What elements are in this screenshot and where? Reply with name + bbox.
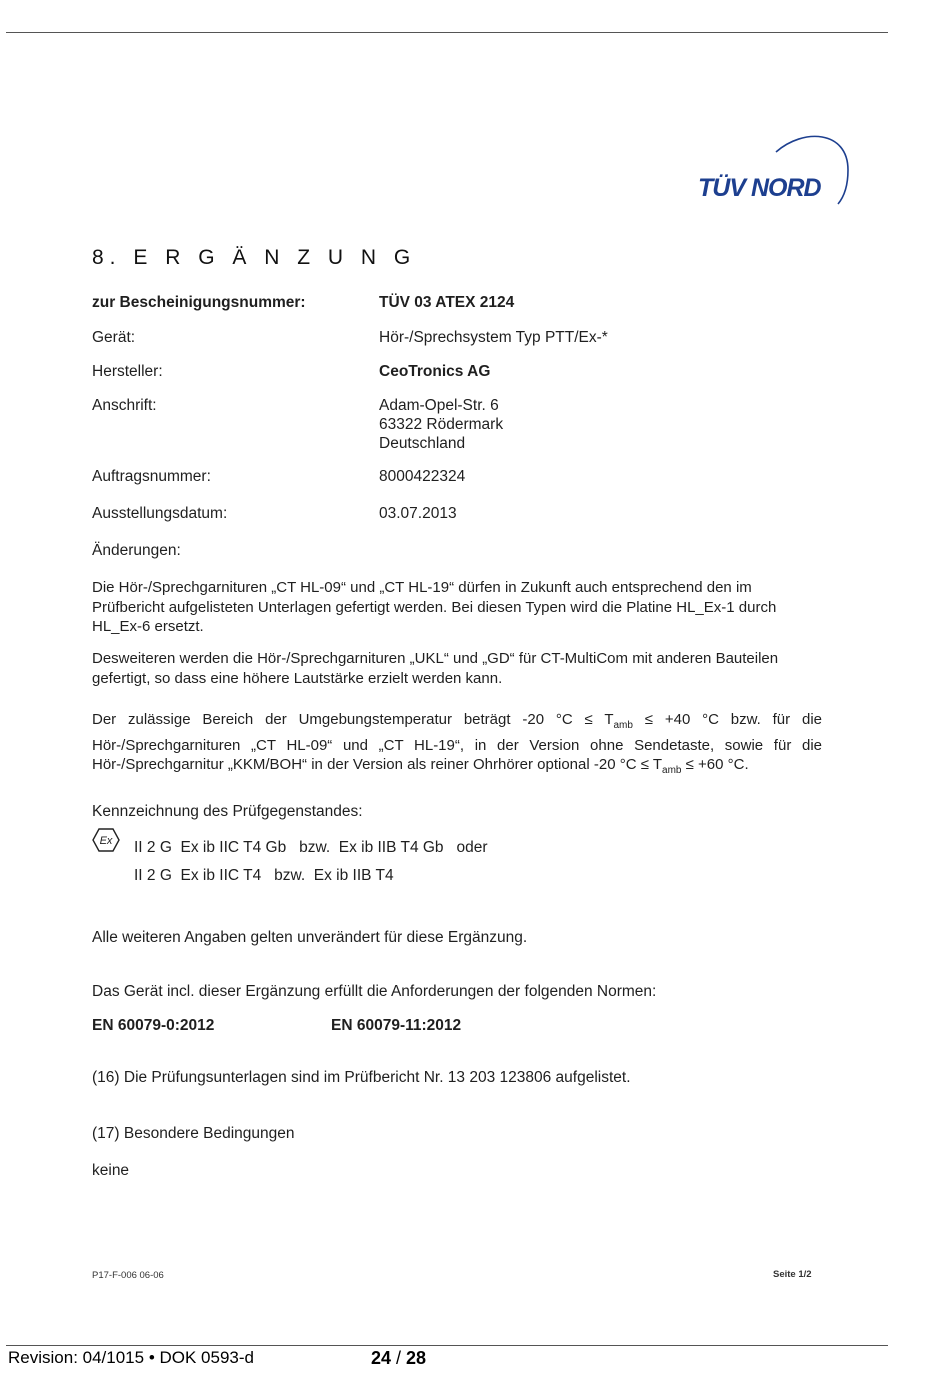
order-label: Auftragsnummer: — [92, 468, 211, 485]
address-street: Adam-Opel-Str. 6 — [379, 397, 499, 414]
address-city: 63322 Rödermark — [379, 416, 504, 433]
device-value: Hör-/Sprechsystem Typ PTT/Ex-* — [379, 329, 608, 346]
changes-label: Änderungen: — [92, 542, 181, 559]
device-label: Gerät: — [92, 329, 136, 346]
marking-line-1: II 2 G Ex ib IIC T4 Gb bzw. Ex ib IIB T4 Gb oder — [134, 839, 488, 856]
page-separator: / — [391, 1348, 407, 1368]
address-block — [379, 396, 503, 453]
cert-value: TÜV 03 ATEX 2124 — [379, 294, 515, 311]
tuv-nord-logo — [698, 130, 858, 210]
page-current: 24 — [371, 1348, 392, 1368]
ex-symbol-text: Ex — [99, 835, 113, 847]
p3-part-c: ≤ +60 °C. — [681, 756, 749, 773]
norm-2: EN 60079-11:2012 — [331, 1017, 462, 1034]
p3-part-b: ≤ +40 °C bzw. für die Hör-/Sprechgarnituren „CT HL-09“ und „CT HL-19“, in der Version ohne Sendetaste, sowie für die Hör-/Sprechgarnitur „KKM/BOH“ in der Version als reiner Ohrhörer optional -20 °C ≤ T — [92, 711, 822, 773]
paragraph-3 — [92, 710, 822, 781]
p3-part-a: Der zulässige Bereich der Umgebungstemperatur beträgt -20 °C ≤ T — [92, 711, 614, 728]
p3-sub-1: amb — [613, 720, 633, 731]
unchanged-note: Alle weiteren Angaben gelten unverändert für diese Ergänzung. — [92, 929, 528, 946]
cert-label: zur Bescheinigungsnummer: — [92, 294, 306, 311]
revision-info: Revision: 04/1015 • DOK 0593-d — [8, 1348, 254, 1367]
item-17: (17) Besondere Bedingungen — [92, 1125, 295, 1142]
paragraph-1: Die Hör-/Sprechgarnituren „CT HL-09“ und „CT HL-19“ dürfen in Zukunft auch entsprechend den im Prüfbericht aufgelisteten Unterlagen gefertigt werden. Bei diesen Typen wird die Platine HL_Ex-1 durch HL_Ex-6 ersetzt. — [92, 579, 777, 635]
ex-hexagon-icon — [92, 828, 120, 852]
address-label: Anschrift: — [92, 397, 157, 414]
top-rule — [6, 32, 888, 33]
date-value: 03.07.2013 — [379, 505, 457, 522]
bottom-rule — [6, 1345, 888, 1346]
manufacturer-value: CeoTronics AG — [379, 363, 491, 380]
page-number — [371, 1348, 426, 1369]
norm-1: EN 60079-0:2012 — [92, 1017, 215, 1034]
page-total: 28 — [406, 1348, 427, 1368]
page-label: Seite 1/2 — [773, 1269, 812, 1280]
p3-sub-2: amb — [662, 765, 682, 776]
paragraph-2: Desweiteren werden die Hör-/Sprechgarnituren „UKL“ und „GD“ für CT-MultiCom mit anderen Bauteilen gefertigt, so dass eine höhere Lautstärke erzielt werden kann. — [92, 650, 779, 687]
marking-label: Kennzeichnung des Prüfgegenstandes: — [92, 803, 363, 820]
manufacturer-label: Hersteller: — [92, 363, 163, 380]
none-note: keine — [92, 1162, 130, 1179]
logo-text: TÜV NORD — [698, 174, 821, 202]
date-label: Ausstellungsdatum: — [92, 505, 228, 522]
section-heading: 8. E R G Ä N Z U N G — [92, 246, 417, 269]
address-country: Deutschland — [379, 435, 466, 452]
norms-intro: Das Gerät incl. dieser Ergänzung erfüllt die Anforderungen der folgenden Normen: — [92, 983, 657, 1000]
order-value: 8000422324 — [379, 468, 466, 485]
form-code: P17-F-006 06-06 — [92, 1270, 164, 1281]
marking-line-2: II 2 G Ex ib IIC T4 bzw. Ex ib IIB T4 — [134, 867, 394, 884]
item-16: (16) Die Prüfungsunterlagen sind im Prüfbericht Nr. 13 203 123806 aufgelistet. — [92, 1069, 631, 1086]
